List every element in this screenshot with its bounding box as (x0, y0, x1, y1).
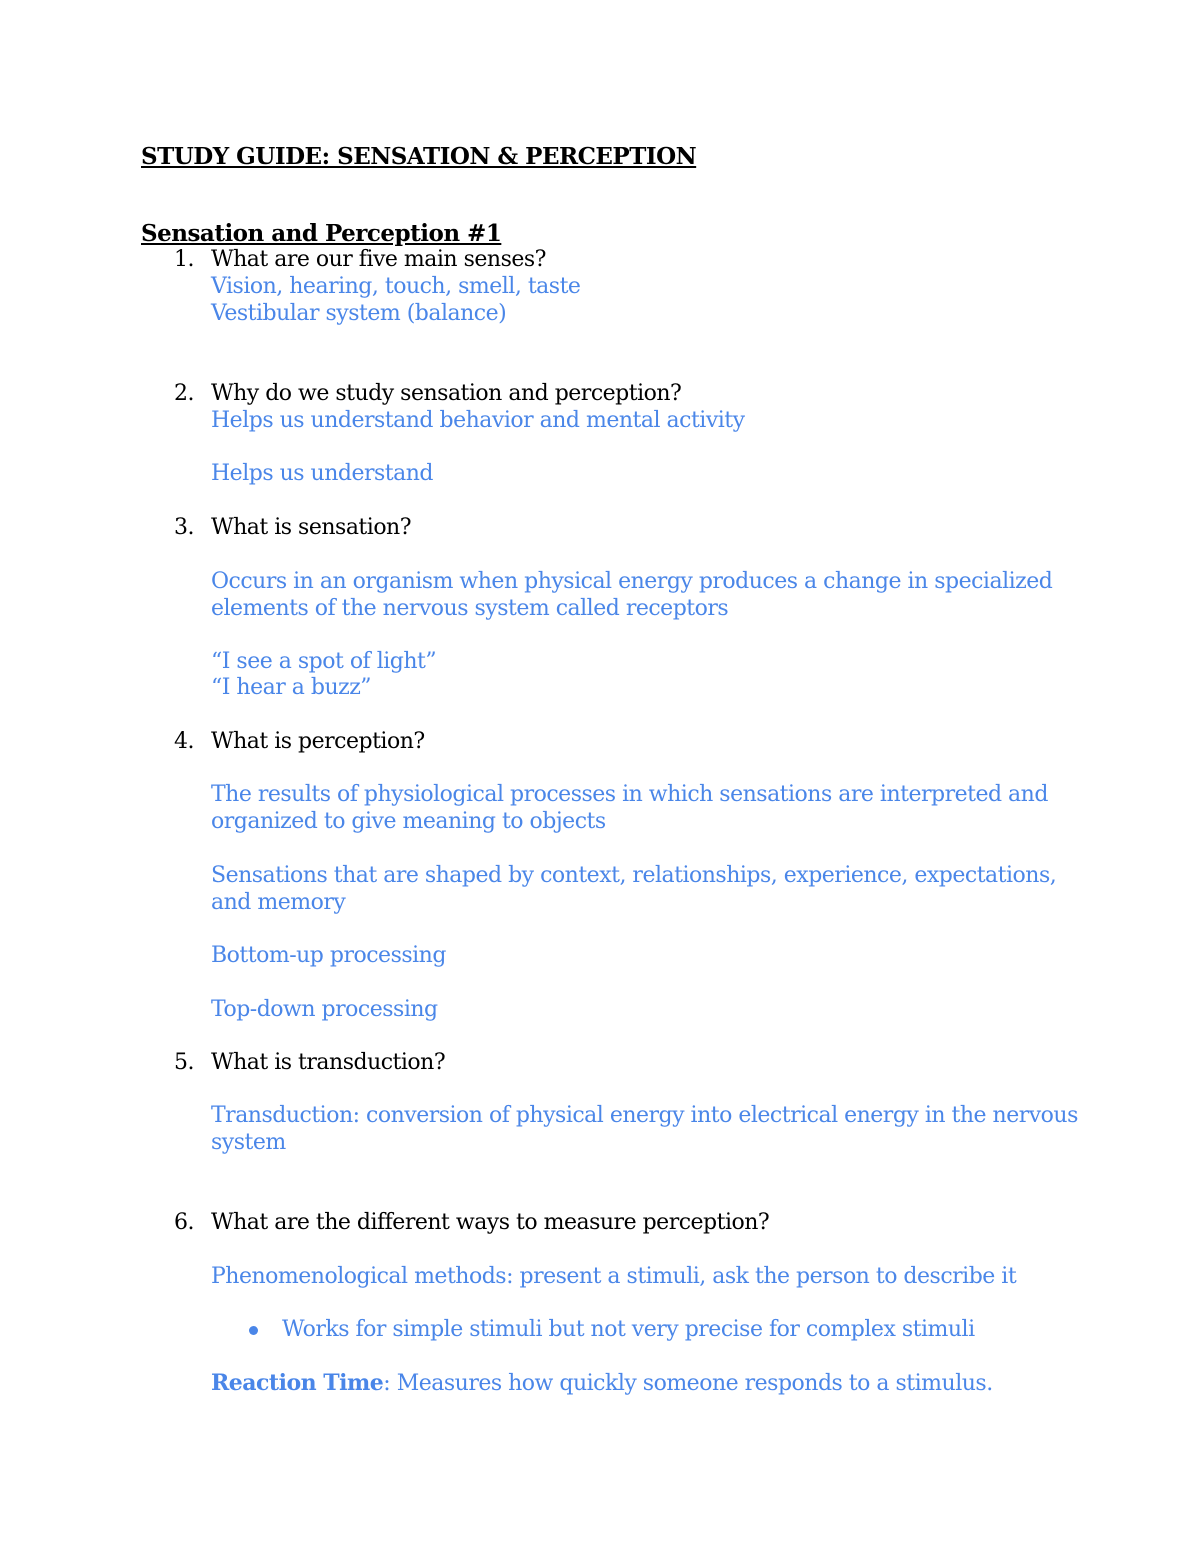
question-text: What is perception? (211, 729, 425, 754)
reaction-time-line (211, 1370, 993, 1397)
answer-line: and memory (211, 890, 346, 915)
answer-line: Phenomenological methods: present a stimuli, ask the person to describe it (211, 1264, 1017, 1289)
answer-line: Occurs in an organism when physical energy produces a change in specialized (211, 569, 1053, 594)
answer-line: Vision, hearing, touch, smell, taste (211, 274, 581, 299)
bullet-icon (249, 1326, 258, 1335)
page-title: STUDY GUIDE: SENSATION & PERCEPTION (141, 143, 697, 170)
answer-line: Sensations that are shaped by context, relationships, experience, expectations, (211, 863, 1057, 888)
answer-line: “I hear a buzz” (211, 675, 372, 700)
answer-line: “I see a spot of light” (211, 649, 437, 674)
question-number: 2. (174, 381, 194, 406)
answer-line: elements of the nervous system called receptors (211, 596, 729, 621)
question-number: 1. (174, 247, 194, 272)
question-text: What are our five main senses? (211, 247, 546, 272)
section-title: Sensation and Perception #1 (141, 220, 502, 247)
question-text: What is transduction? (211, 1050, 446, 1075)
question-number: 3. (174, 515, 194, 540)
answer-line: The results of physiological processes in which sensations are interpreted and (211, 782, 1048, 807)
question-text: Why do we study sensation and perception? (211, 381, 682, 406)
question-text: What are the different ways to measure perception? (211, 1210, 770, 1235)
question-number: 4. (174, 729, 194, 754)
answer-line: system (211, 1130, 286, 1155)
answer-line: organized to give meaning to objects (211, 809, 606, 834)
answer-line: Helps us understand (211, 461, 434, 486)
reaction-time-definition: : Measures how quickly someone responds to a stimulus. (383, 1371, 993, 1396)
reaction-time-term: Reaction Time (211, 1370, 384, 1396)
question-text: What is sensation? (211, 515, 412, 540)
answer-line: Bottom-up processing (211, 943, 446, 968)
question-number: 6. (174, 1210, 194, 1235)
question-number: 5. (174, 1050, 194, 1075)
answer-line: Helps us understand behavior and mental activity (211, 408, 745, 433)
answer-line: Transduction: conversion of physical energy into electrical energy in the nervous (211, 1103, 1078, 1128)
answer-line: Vestibular system (balance) (211, 301, 507, 326)
bullet-item: Works for simple stimuli but not very precise for complex stimuli (282, 1317, 975, 1342)
answer-line: Top-down processing (211, 997, 438, 1022)
